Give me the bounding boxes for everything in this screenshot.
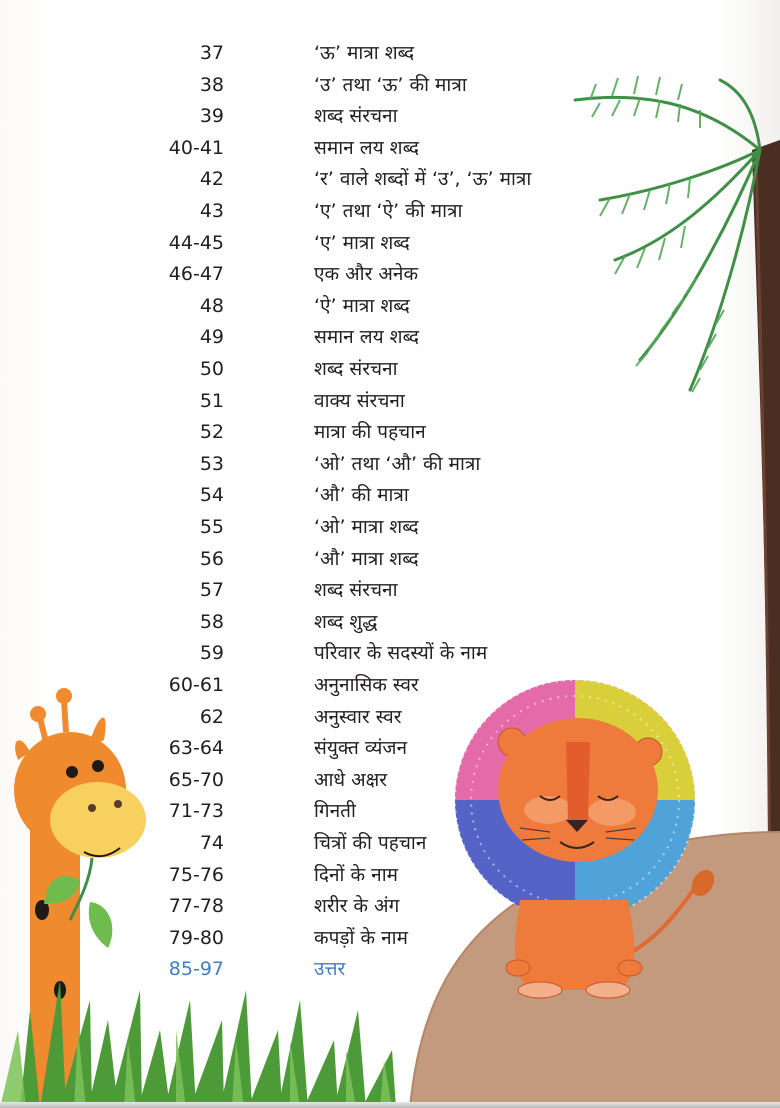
toc-chapter-title: मात्रा की पहचान — [314, 421, 426, 444]
toc-page-number: 53 — [199, 452, 224, 475]
toc-chapter-title: दिनों के नाम — [314, 863, 398, 886]
toc-entry — [0, 417, 780, 447]
toc-page-number: 85-97 — [168, 958, 224, 981]
toc-entry — [0, 607, 780, 637]
toc-page-number: 39 — [199, 105, 224, 128]
toc-chapter-title: ‘ओ’ मात्रा शब्द — [314, 516, 419, 538]
toc-chapter-title: ‘ओ’ तथा ‘औ’ की मात्रा — [314, 452, 481, 475]
toc-chapter-title: ‘ऊ’ मात्रा शब्द — [314, 42, 415, 64]
toc-chapter-title: संयुक्त व्यंजन — [314, 737, 408, 760]
toc-entry — [0, 638, 780, 668]
toc-entry — [0, 449, 780, 479]
toc-entry — [0, 954, 780, 984]
toc-page-number: 60-61 — [168, 674, 224, 696]
toc-page-number: 55 — [199, 516, 224, 538]
toc-page-number: 63-64 — [168, 737, 224, 760]
toc-entry — [0, 923, 780, 953]
toc-page-number: 75-76 — [168, 863, 224, 886]
toc-chapter-title: ‘ए’ तथा ‘ऐ’ की मात्रा — [314, 200, 463, 222]
toc-chapter-title: अनुस्वार स्वर — [314, 705, 402, 728]
toc-page-number: 79-80 — [168, 926, 224, 949]
toc-chapter-title: ‘औ’ मात्रा शब्द — [314, 547, 419, 570]
toc-page-number: 65-70 — [168, 768, 224, 791]
toc-entry — [0, 544, 780, 574]
toc-chapter-title: शब्द संरचना — [314, 105, 398, 128]
toc-entry — [0, 860, 780, 890]
toc-page-number: 50 — [199, 358, 224, 380]
toc-chapter-title: वाक्य संरचना — [314, 389, 405, 412]
toc-page-number: 54 — [199, 484, 224, 507]
toc-chapter-title: ‘उ’ तथा ‘ऊ’ की मात्रा — [314, 73, 467, 96]
toc-chapter-title: परिवार के सदस्यों के नाम — [314, 642, 488, 665]
toc-page-number: 62 — [199, 705, 224, 728]
toc-chapter-title: ‘ए’ मात्रा शब्द — [314, 231, 410, 254]
toc-chapter-title: ‘औ’ की मात्रा — [314, 484, 409, 507]
toc-chapter-title: समान लय शब्द — [314, 136, 419, 159]
toc-page-number: 48 — [199, 294, 224, 317]
toc-chapter-title: ‘ऐ’ मात्रा शब्द — [314, 294, 410, 317]
toc-entry — [0, 386, 780, 416]
toc-chapter-title: समान लय शब्द — [314, 326, 419, 349]
toc-entry — [0, 891, 780, 921]
toc-page-number: 43 — [199, 200, 224, 222]
toc-page-number: 46-47 — [168, 263, 224, 286]
toc-chapter-title: शब्द शुद्ध — [314, 610, 378, 633]
toc-chapter-title: गिनती — [314, 800, 356, 823]
toc-entry — [0, 512, 780, 542]
toc-chapter-title: शब्द संरचना — [314, 579, 398, 602]
toc-entry — [0, 322, 780, 352]
toc-page-number: 59 — [199, 642, 224, 665]
toc-entry — [0, 575, 780, 605]
toc-chapter-title: ‘र’ वाले शब्दों में ‘उ’, ‘ऊ’ मात्रा — [314, 168, 532, 191]
toc-entry — [0, 670, 780, 700]
toc-entry — [0, 828, 780, 858]
toc-entry — [0, 354, 780, 384]
toc-entry — [0, 38, 780, 68]
toc-chapter-title: कपड़ों के नाम — [314, 926, 408, 949]
toc-chapter-title: शब्द संरचना — [314, 358, 398, 380]
toc-page-number: 57 — [199, 579, 224, 602]
toc-page-number: 58 — [199, 610, 224, 633]
toc-entry — [0, 259, 780, 289]
toc-page-number: 71-73 — [168, 800, 224, 823]
toc-chapter-title: चित्रों की पहचान — [314, 832, 427, 854]
toc-page-number: 40-41 — [168, 136, 224, 159]
toc-entry — [0, 480, 780, 510]
toc-page-number: 56 — [199, 547, 224, 570]
toc-chapter-title: शरीर के अंग — [314, 895, 400, 918]
toc-chapter-title: उत्तर — [314, 958, 346, 981]
toc-page-number: 52 — [199, 421, 224, 444]
toc-entry — [0, 133, 780, 163]
toc-entry — [0, 291, 780, 321]
toc-entry — [0, 164, 780, 194]
toc-chapter-title: आधे अक्षर — [314, 768, 388, 791]
toc-page-number: 42 — [199, 168, 224, 191]
toc-page-number: 38 — [199, 73, 224, 96]
toc-entry — [0, 765, 780, 795]
toc-entry — [0, 228, 780, 258]
toc-page-number: 77-78 — [168, 895, 224, 918]
toc-page-number: 74 — [199, 832, 224, 854]
toc-entry — [0, 196, 780, 226]
toc-entry — [0, 733, 780, 763]
toc-page-number: 37 — [199, 42, 224, 64]
toc-page-number: 49 — [199, 326, 224, 349]
toc-entry — [0, 796, 780, 826]
toc-entry — [0, 70, 780, 100]
toc-chapter-title: अनुनासिक स्वर — [314, 674, 419, 696]
toc-page-number: 51 — [199, 389, 224, 412]
page-bottom-edge — [0, 1102, 780, 1108]
toc-entry — [0, 702, 780, 732]
toc-chapter-title: एक और अनेक — [314, 263, 419, 286]
toc-entry — [0, 101, 780, 131]
toc-page-number: 44-45 — [168, 231, 224, 254]
